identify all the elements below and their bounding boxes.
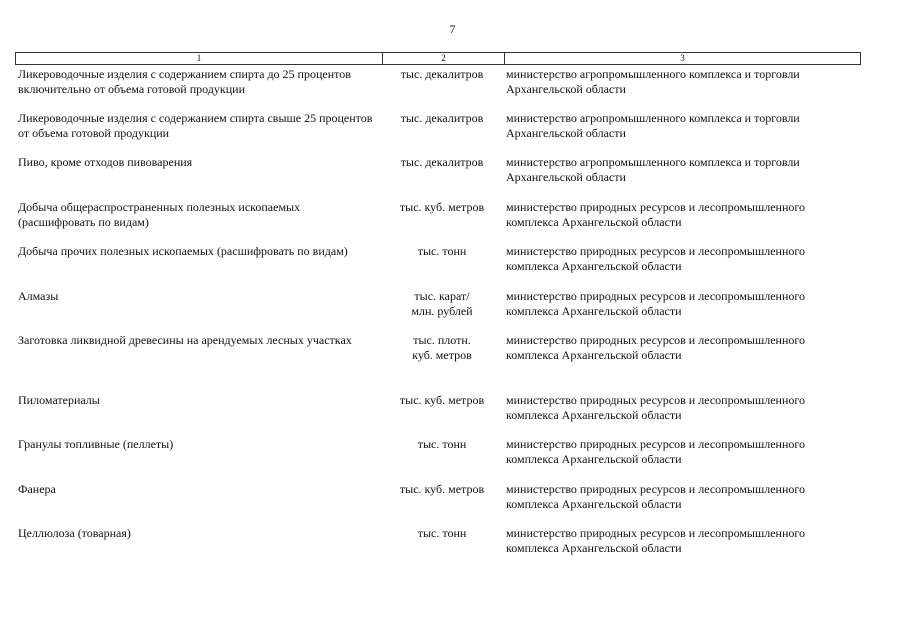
responsible-authority: министерство агропромышленного комплекса и торговли Архангельской области [506, 67, 800, 96]
unit-of-measure: тыс. декалитров [400, 111, 484, 125]
responsible-authority: министерство природных ресурсов и лесопромышленного комплекса Архангельской области [506, 526, 806, 555]
responsible-authority: министерство природных ресурсов и лесопромышленного комплекса Архангельской области [506, 393, 806, 422]
product-name: Фанера [18, 482, 56, 496]
product-name: Алмазы [18, 289, 59, 303]
responsible-authority: министерство природных ресурсов и лесопромышленного комплекса Архангельской области [506, 482, 806, 511]
page-number: 7 [449, 22, 456, 36]
product-name: Ликероводочные изделия с содержанием спирта свыше 25 процентов от объема готовой продукции [18, 111, 373, 140]
responsible-authority: министерство природных ресурсов и лесопромышленного комплекса Архангельской области [506, 333, 806, 362]
responsible-authority: министерство природных ресурсов и лесопромышленного комплекса Архангельской области [506, 289, 806, 318]
header-col-1: 1 [16, 53, 383, 64]
responsible-authority: министерство агропромышленного комплекса и торговли Архангельской области [506, 111, 800, 140]
product-name: Пиломатериалы [18, 393, 100, 407]
unit-of-measure: тыс. тонн [417, 437, 467, 451]
unit-of-measure: тыс. тонн [417, 526, 467, 540]
data-table [15, 52, 861, 555]
responsible-authority: министерство агропромышленного комплекса и торговли Архангельской области [506, 155, 800, 184]
product-name: Целлюлоза (товарная) [18, 526, 131, 540]
header-col-3: 3 [680, 53, 685, 63]
product-name: Добыча общераспространенных полезных ископаемых (расшифровать по видам) [18, 200, 301, 229]
header-col-2: 2 [383, 53, 505, 64]
unit-of-measure: тыс. куб. метров [399, 482, 485, 496]
unit-of-measure: тыс. декалитров [400, 67, 484, 81]
product-name: Пиво, кроме отходов пивоварения [18, 155, 193, 169]
unit-of-measure: тыс. тонн [417, 244, 467, 258]
unit-of-measure: тыс. плотн. куб. метров [412, 333, 472, 362]
product-name: Заготовка ликвидной древесины на арендуемых лесных участках [18, 333, 352, 347]
responsible-authority: министерство природных ресурсов и лесопромышленного комплекса Архангельской области [506, 244, 806, 273]
table-header-row [15, 52, 861, 65]
unit-of-measure: тыс. карат/ млн. рублей [411, 289, 473, 318]
product-name: Ликероводочные изделия с содержанием спирта до 25 процентов включительно от объема готовой продукции [18, 67, 351, 96]
product-name: Добыча прочих полезных ископаемых (расшифровать по видам) [18, 244, 348, 258]
product-name: Гранулы топливные (пеллеты) [18, 437, 174, 451]
unit-of-measure: тыс. куб. метров [399, 393, 485, 407]
unit-of-measure: тыс. декалитров [400, 155, 484, 169]
responsible-authority: министерство природных ресурсов и лесопромышленного комплекса Архангельской области [506, 437, 806, 466]
responsible-authority: министерство природных ресурсов и лесопромышленного комплекса Архангельской области [506, 200, 806, 229]
unit-of-measure: тыс. куб. метров [399, 200, 485, 214]
